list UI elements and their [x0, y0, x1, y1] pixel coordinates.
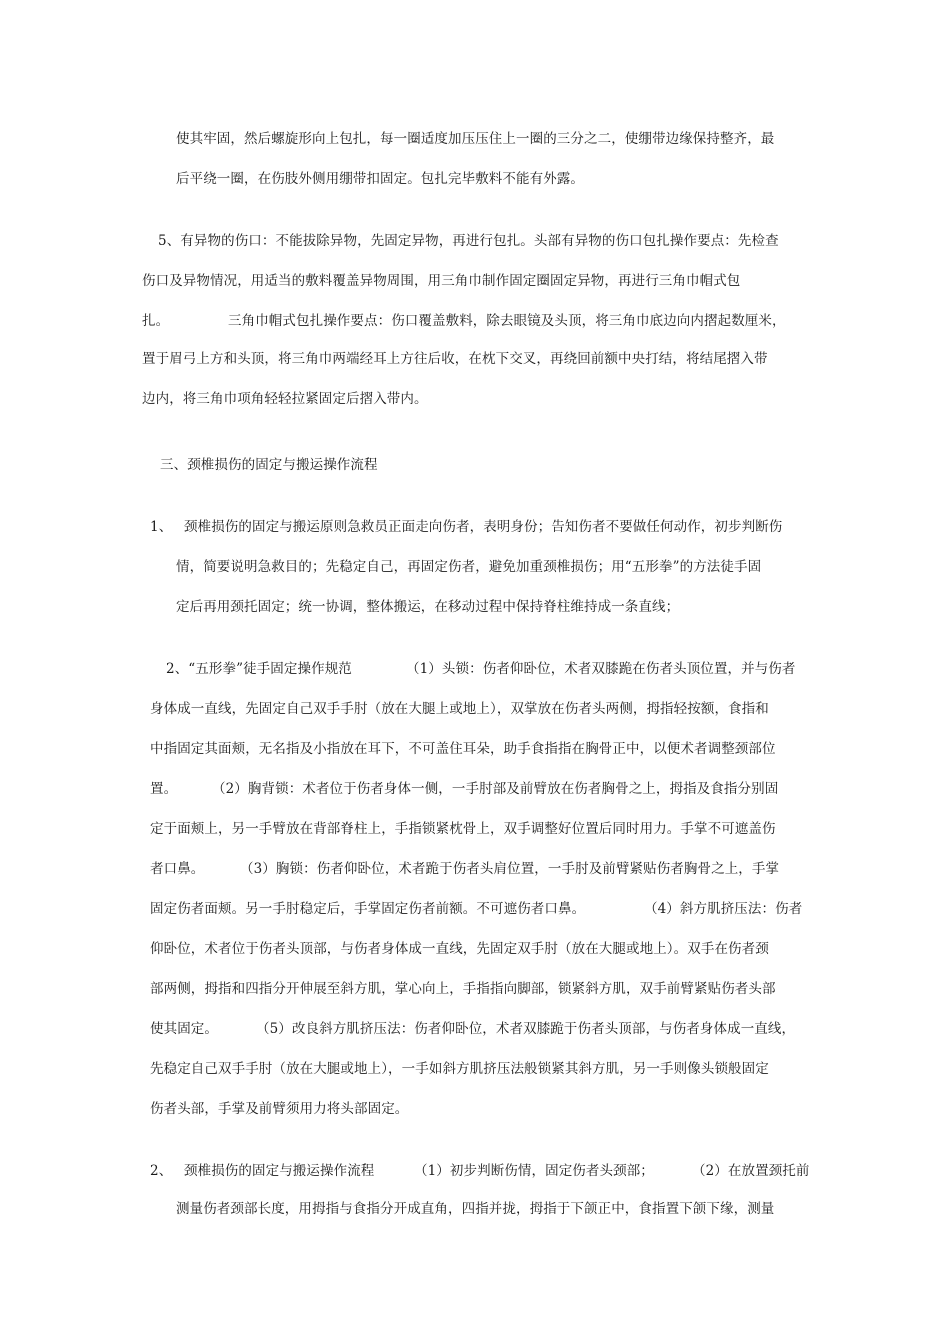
text-line: 边内，将三角巾项角轻轻拉紧固定后摺入带内。: [142, 391, 428, 407]
text-line: 情，简要说明急救目的；先稳定自己，再固定伤者，避免加重颈椎损伤；用“五形拳”的方法徒手固: [176, 559, 762, 575]
text-line: 后平绕一圈，在伤肢外侧用绷带扣固定。包扎完毕敷料不能有外露。: [176, 171, 584, 187]
text-line: 伤者头部，手掌及前臂须用力将头部固定。: [150, 1101, 409, 1117]
text-line: 仰卧位，术者位于伤者头顶部，与伤者身体成一直线，先固定双手肘（放在大腿或地上）。双手在伤者颈: [150, 941, 769, 957]
text-line: 定后再用颈托固定；统一协调，整体搬运，在移动过程中保持脊柱维持成一条直线；: [176, 599, 680, 615]
text-line: 身体成一直线，先固定自己双手手肘（放在大腿上或地上），双掌放在伤者头两侧，拇指轻按额，食指和: [150, 701, 769, 717]
text-line: （3）胸锁：伤者仰卧位，术者跪于伤者头肩位置，一手肘及前臂紧贴伤者胸骨之上，手掌: [240, 861, 780, 877]
section-heading: 三、颈椎损伤的固定与搬运操作流程: [160, 457, 378, 473]
text-line: （2）胸背锁：术者位于伤者身体一侧，一手肘部及前臂放在伤者胸骨之上，拇指及食指分别固: [212, 781, 779, 797]
text-line: 固定伤者面颊。另一手肘稳定后，手掌固定伤者前额。不可遮伤者口鼻。: [150, 901, 586, 917]
list-number: 1、: [150, 519, 173, 535]
text-line: 三角巾帽式包扎操作要点：伤口覆盖敷料，除去眼镜及头顶，将三角巾底边向内摺起数厘米，: [228, 313, 786, 329]
text-line: 扎。: [142, 313, 170, 329]
text-line: 中指固定其面颊，无名指及小指放在耳下，不可盖住耳朵，助手食指指在胸骨正中，以便术者调整颈部位: [150, 741, 776, 757]
list-number: 2、: [150, 1163, 173, 1179]
text-line: 颈椎损伤的固定与搬运原则急救员正面走向伤者，表明身份；告知伤者不要做任何动作，初步判断伤: [184, 519, 783, 535]
text-line: 部两侧，拇指和四指分开伸展至斜方肌，掌心向上，手指指向脚部，锁紧斜方肌，双手前臂紧贴伤者头部: [150, 981, 776, 997]
text-line: （4）斜方肌挤压法：伤者: [644, 901, 803, 917]
text-line: （5）改良斜方肌挤压法：伤者仰卧位，术者双膝跪于伤者头顶部，与伤者身体成一直线，: [256, 1021, 796, 1037]
text-line: 使其牢固，然后螺旋形向上包扎，每一圈适度加压压住上一圈的三分之二，使绷带边缘保持整齐，最: [176, 131, 775, 147]
text-line: 颈椎损伤的固定与搬运操作流程: [184, 1163, 375, 1179]
text-line: 置于眉弓上方和头顶，将三角巾两端经耳上方往后收，在枕下交叉，再绕回前额中央打结，将结尾摺入带: [142, 351, 768, 367]
text-line: 定于面颊上，另一手臂放在背部脊柱上，手指锁紧枕骨上，双手调整好位置后同时用力。手掌不可遮盖伤: [150, 821, 776, 837]
text-line: 使其固定。: [150, 1021, 218, 1037]
text-line: 伤口及异物情况，用适当的敷料覆盖异物周围，用三角巾制作固定圈固定异物，再进行三角巾帽式包: [142, 273, 741, 289]
text-line: 先稳定自己双手手肘（放在大腿或地上），一手如斜方肌挤压法般锁紧其斜方肌，另一手则像头锁般固定: [150, 1061, 769, 1077]
subsection-heading: 2、“五形拳”徒手固定操作规范: [166, 661, 352, 677]
text-line: （1）初步判断伤情，固定伤者头颈部；: [414, 1163, 654, 1179]
text-line: （2）在放置颈托前: [692, 1163, 810, 1179]
text-line: 者口鼻。: [150, 861, 205, 877]
text-line: 测量伤者颈部长度，用拇指与食指分开成直角，四指并拢，拇指于下颌正中，食指置下颌下缘，测量: [176, 1201, 775, 1217]
text-line: 置。: [150, 781, 178, 797]
text-line: 5、有异物的伤口：不能拔除异物，先固定异物，再进行包扎。头部有异物的伤口包扎操作要点：先检查: [158, 233, 779, 249]
text-line: （1）头锁：伤者仰卧位，术者双膝跪在伤者头顶位置，并与伤者: [406, 661, 796, 677]
